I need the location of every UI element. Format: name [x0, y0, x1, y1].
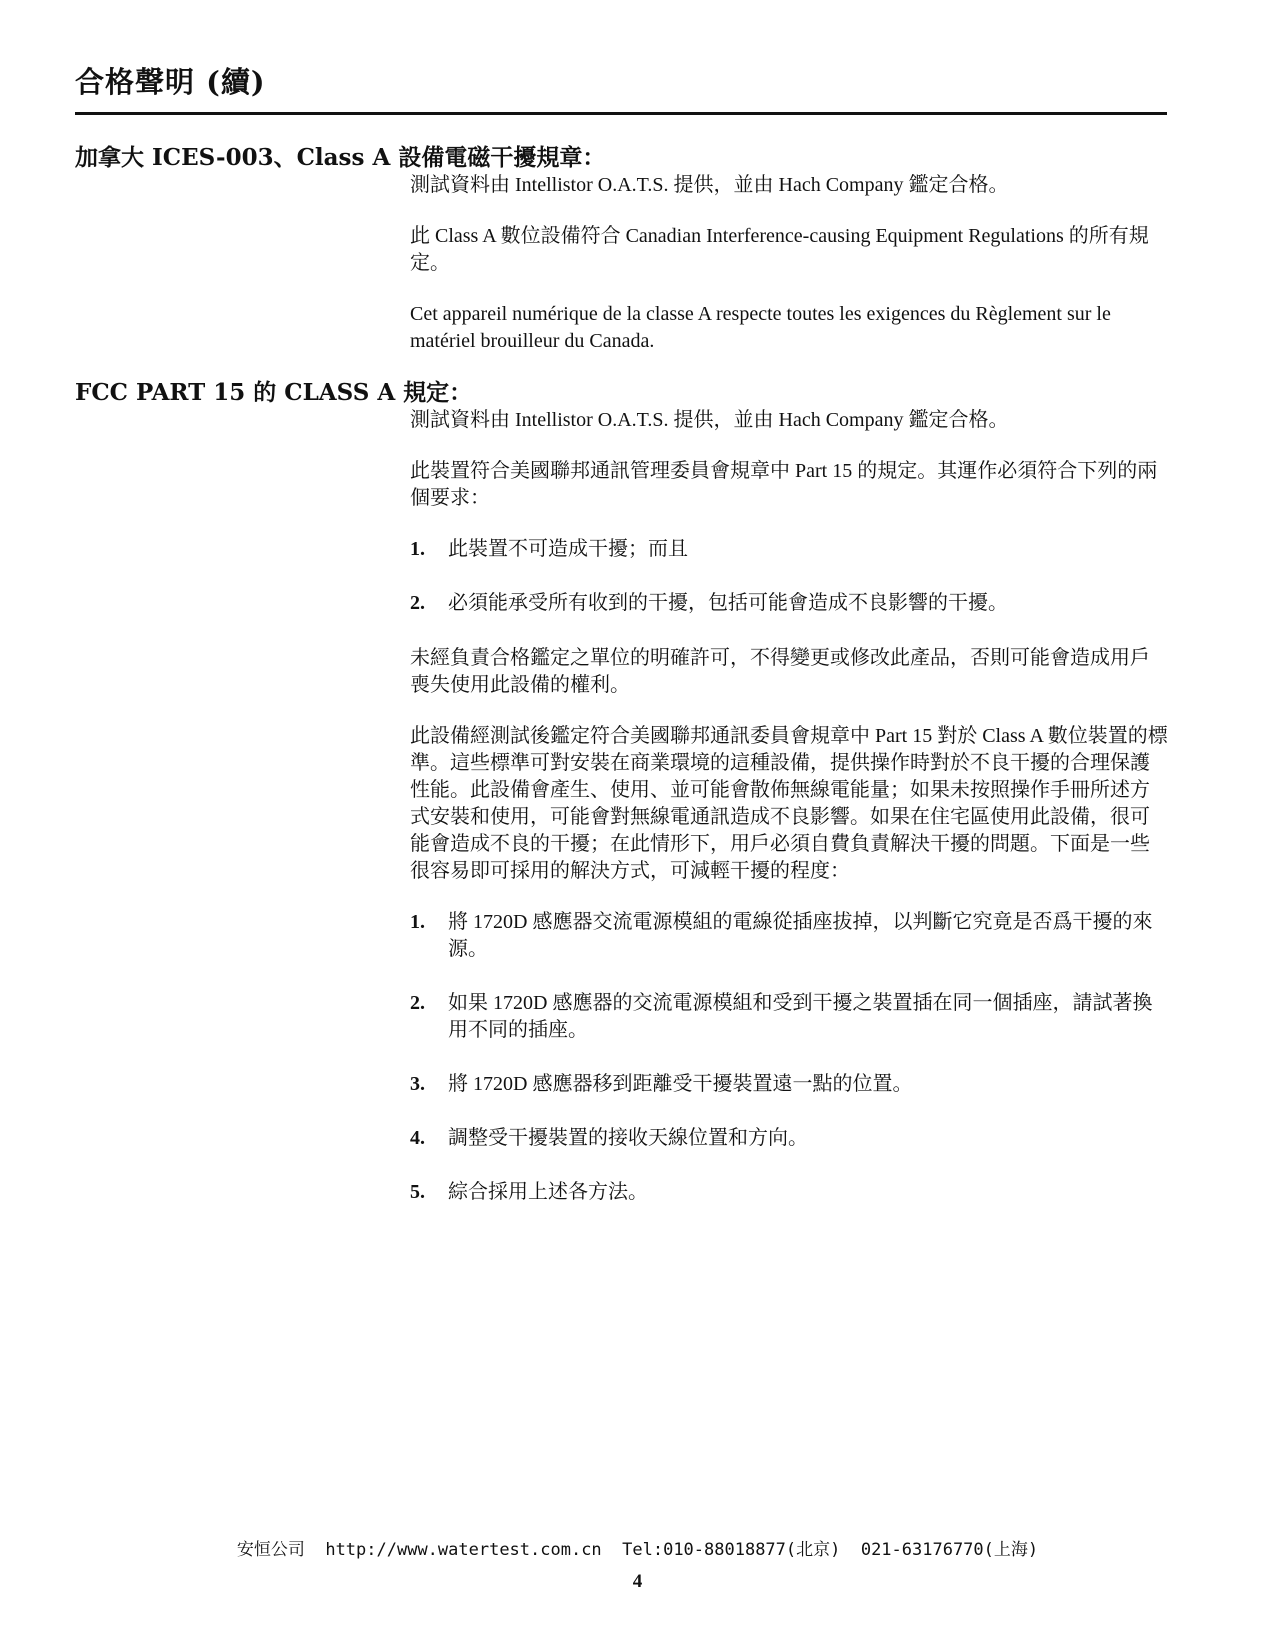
list-item-number: 2. — [410, 592, 425, 614]
list-item — [410, 909, 1168, 963]
paragraph: 測試資料由 Intellistor O.A.T.S. 提供，並由 Hach Company 鑑定合格。 — [410, 409, 1009, 431]
paragraph: 測試資料由 Intellistor O.A.T.S. 提供，並由 Hach Company 鑑定合格。 — [410, 174, 1009, 196]
page-title: 合格聲明 (續) — [75, 65, 266, 99]
list-item-text: 必須能承受所有收到的干擾，包括可能會造成不良影響的干擾。 — [448, 592, 1008, 614]
list-item-number: 2. — [410, 992, 425, 1014]
paragraph: 此裝置符合美國聯邦通訊管理委員會規章中 Part 15 的規定。其運作必須符合下列的兩個要求： — [410, 460, 1158, 509]
list-item-number: 1. — [410, 911, 425, 933]
list-item-text: 綜合採用上述各方法。 — [448, 1181, 648, 1203]
list-item — [410, 1071, 1168, 1098]
list-item-number: 3. — [410, 1073, 425, 1095]
list-item-text: 將 1720D 感應器交流電源模組的電線從插座拔掉，以判斷它究竟是否爲干擾的來源。 — [448, 911, 1153, 960]
paragraph: 此設備經測試後鑑定符合美國聯邦通訊委員會規章中 Part 15 對於 Class A 數位裝置的標準。這些標準可對安裝在商業環境的這種設備，提供操作時對於不良干擾的合理保護性能。此設備會產生、使用、並可能會散佈無線電能量；如果未按照操作手冊所述方式安裝和使用，可能會對無線電通訊造成不良影響。如果在住宅區使用此設備，很可能會造成不良的干擾；在此情形下，用戶必須自費負責解決干擾的問題。下面是一些很容易即可採用的解決方式，可減輕干擾的程度： — [410, 725, 1168, 882]
list-item-text: 如果 1720D 感應器的交流電源模組和受到干擾之裝置插在同一個插座，請試著換用不同的插座。 — [448, 992, 1153, 1041]
section-body-fcc-part-15 — [410, 407, 1168, 1234]
section-heading-fcc-part-15: FCC PART 15 的 CLASS A 規定： — [75, 379, 473, 406]
section-heading-ices-003: 加拿大 ICES-003、Class A 設備電磁干擾規章： — [75, 144, 606, 171]
requirements-list — [410, 536, 1168, 617]
list-item — [410, 536, 1168, 563]
list-item-number: 4. — [410, 1127, 425, 1149]
list-item-number: 1. — [410, 538, 425, 560]
list-item-number: 5. — [410, 1181, 425, 1203]
page-number: 4 — [632, 1571, 643, 1592]
list-item — [410, 990, 1168, 1044]
paragraph: 未經負責合格鑑定之單位的明確許可，不得變更或修改此產品，否則可能會造成用戶喪失使用此設備的權利。 — [410, 647, 1150, 696]
paragraph: 此 Class A 數位設備符合 Canadian Interference-causing Equipment Regulations 的所有規定。 — [410, 225, 1149, 274]
page-header — [75, 62, 1167, 115]
page-footer: 安恒公司 http://www.watertest.com.cn Tel:010-88018877(北京) 021-63176770(上海) — [236, 1540, 1039, 1560]
paragraph: Cet appareil numérique de la classe A respecte toutes les exigences du Règlement sur le matériel brouilleur du Canada. — [410, 303, 1111, 352]
remedies-list — [410, 909, 1168, 1206]
list-item-text: 此裝置不可造成干擾；而且 — [448, 538, 688, 560]
list-item — [410, 590, 1168, 617]
list-item — [410, 1125, 1168, 1152]
list-item — [410, 1179, 1168, 1206]
list-item-text: 將 1720D 感應器移到距離受干擾裝置遠一點的位置。 — [448, 1073, 913, 1095]
section-body-ices-003 — [410, 172, 1168, 355]
list-item-text: 調整受干擾裝置的接收天線位置和方向。 — [448, 1127, 808, 1149]
